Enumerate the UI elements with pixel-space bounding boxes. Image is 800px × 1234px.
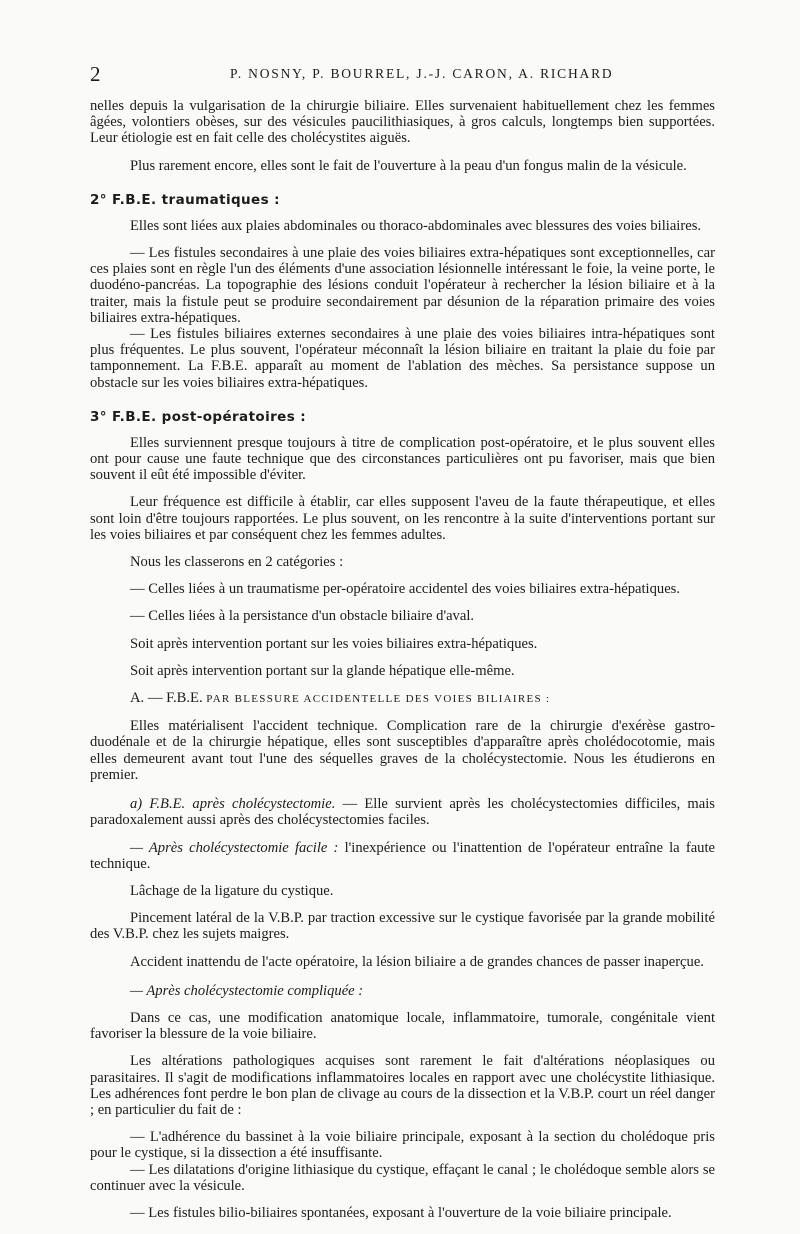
italic-lead: — Après cholécystectomie facile :: [130, 839, 339, 856]
italic-lead: — Après cholécystectomie compliquée :: [130, 982, 364, 999]
paragraph: [90, 983, 715, 999]
paragraph: Accident inattendu de l'acte opératoire, la lésion biliaire a de grandes chances de passer inaperçue.: [130, 953, 704, 970]
subsection-prefix: A. — F.B.E.: [130, 690, 203, 707]
running-header: [90, 62, 710, 88]
subsection-heading-a: [90, 690, 715, 707]
paragraph: Nous les classerons en 2 catégories :: [130, 554, 344, 571]
list-item: — Celles liées à un traumatisme per-opératoire accidentel des voies biliaires extra-hépatiques.: [130, 581, 681, 598]
paragraph: Elles surviennent presque toujours à titre de complication post-opératoire, et le plus souvent elles ont pour cause une faute technique que des circonstances particulières ont pu favoriser, mais que bien souvent il eût été impossible d'éviter.: [90, 434, 715, 484]
paragraph: — Après cholécystectomie facile : l'inexpérience ou l'inattention de l'opérateur entraîne la faute technique.: [90, 839, 715, 872]
paragraph: Soit après intervention portant sur les voies biliaires extra-hépatiques.: [130, 635, 538, 652]
paragraph: Elles matérialisent l'accident technique. Complication rare de la chirurgie d'exérèse gastro-duodénale et de la chirurgie hépatique, elles sont susceptibles d'apparaître après cholédocotomie, mais elles demeurent avant tout l'une des séquelles graves de la cholécystectomie. Nous les étudierons en premier.: [90, 718, 715, 783]
paragraph: Soit après intervention portant sur la glande hépatique elle-même.: [130, 662, 515, 679]
paragraph: — Les fistules biliaires externes secondaires à une plaie des voies biliaires intra-hépatiques sont plus fréquentes. Le plus souvent, l'opérateur méconnaît la lésion biliaire en traitant la plaie du foie par tamponnement. La F.B.E. apparaît au moment de l'ablation des mèches. Sa persistance suppose un obstacle sur les voies biliaires extra-hépatiques.: [90, 326, 715, 391]
list-item: — Les fistules bilio-biliaires spontanées, exposant à l'ouverture de la voie biliaire principale.: [130, 1204, 672, 1221]
list-item: — Les dilatations d'origine lithiasique du cystique, effaçant le canal ; le cholédoque semble alors se continuer avec la vésicule.: [90, 1161, 715, 1194]
paragraph: Lâchage de la ligature du cystique.: [130, 882, 334, 899]
section-heading-post-operatoires: 3° F.B.E. post-opératoires :: [90, 408, 307, 425]
paragraph: Plus rarement encore, elles sont le fait de l'ouverture à la peau d'un fongus malin de la vésicule.: [130, 157, 687, 174]
body-text: [90, 98, 715, 1221]
subsection-caps-title: PAR BLESSURE ACCIDENTELLE DES VOIES BILIAIRES :: [206, 693, 551, 706]
paragraph: nelles depuis la vulgarisation de la chirurgie biliaire. Elles survenaient habituellement chez les femmes âgées, volontiers obèses, sur des vésicules paucilithiasiques, à gros calculs, longtemps bien supportées. Leur étiologie est en fait celle des cholécystites aiguës.: [90, 98, 715, 147]
paragraph: Elles sont liées aux plaies abdominales ou thoraco-abdominales avec blessures des voies biliaires.: [130, 217, 702, 234]
paragraph: Les altérations pathologiques acquises sont rarement le fait d'altérations néoplasiques ou parasitaires. Il s'agit de modifications inflammatoires locales en rapport avec une cholécystite lithiasique. Les adhérences font perdre le bon plan de clivage au cours de la dissection et la V.B.P. court un réel danger ; en particulier du fait de :: [90, 1053, 715, 1118]
running-head-authors: P. NOSNY, P. BOURREL, J.-J. CARON, A. RICHARD: [230, 66, 614, 81]
paragraph: a) F.B.E. après cholécystectomie. — Elle survient après les cholécystectomies difficiles, mais paradoxalement aussi après des cholécystectomies faciles.: [90, 796, 715, 829]
paragraph: Leur fréquence est difficile à établir, car elles supposent l'aveu de la faute thérapeutique, et elles sont loin d'être toujours rapportées. Le plus souvent, on les rencontre à la suite d'interventions portant sur les voies biliaires et par conséquent chez les femmes adultes.: [90, 494, 715, 543]
paragraph: — Les fistules secondaires à une plaie des voies biliaires extra-hépatiques sont exceptionnelles, car ces plaies sont en règle l'un des éléments d'une association lésionnelle intéressant le foie, la veine porte, le duodéno-pancréas. La topographie des lésions conduit l'opérateur à rechercher la lésion biliaire et à la traiter, mais la fistule peut se produire secondairement par désunion de la réparation primaire des voies biliaires extra-hépatiques.: [90, 245, 715, 326]
list-item: — Celles liées à la persistance d'un obstacle biliaire d'aval.: [130, 608, 475, 625]
section-heading-traumatiques: 2° F.B.E. traumatiques :: [90, 191, 280, 208]
paragraph: Dans ce cas, une modification anatomique locale, inflammatoire, tumorale, congénitale vient favoriser la blessure de la voie biliaire.: [90, 1009, 715, 1043]
italic-lead: a) F.B.E. après cholécystectomie.: [130, 796, 336, 813]
paragraph: Pincement latéral de la V.B.P. par traction excessive sur le cystique favorisée par la grande mobilité des V.B.P. chez les sujets maigres.: [90, 910, 715, 943]
page-number: 2: [90, 62, 101, 86]
list-item: — L'adhérence du bassinet à la voie biliaire principale, exposant à la section du cholédoque pris pour le cystique, si la dissection a été insuffisante.: [90, 1129, 715, 1162]
